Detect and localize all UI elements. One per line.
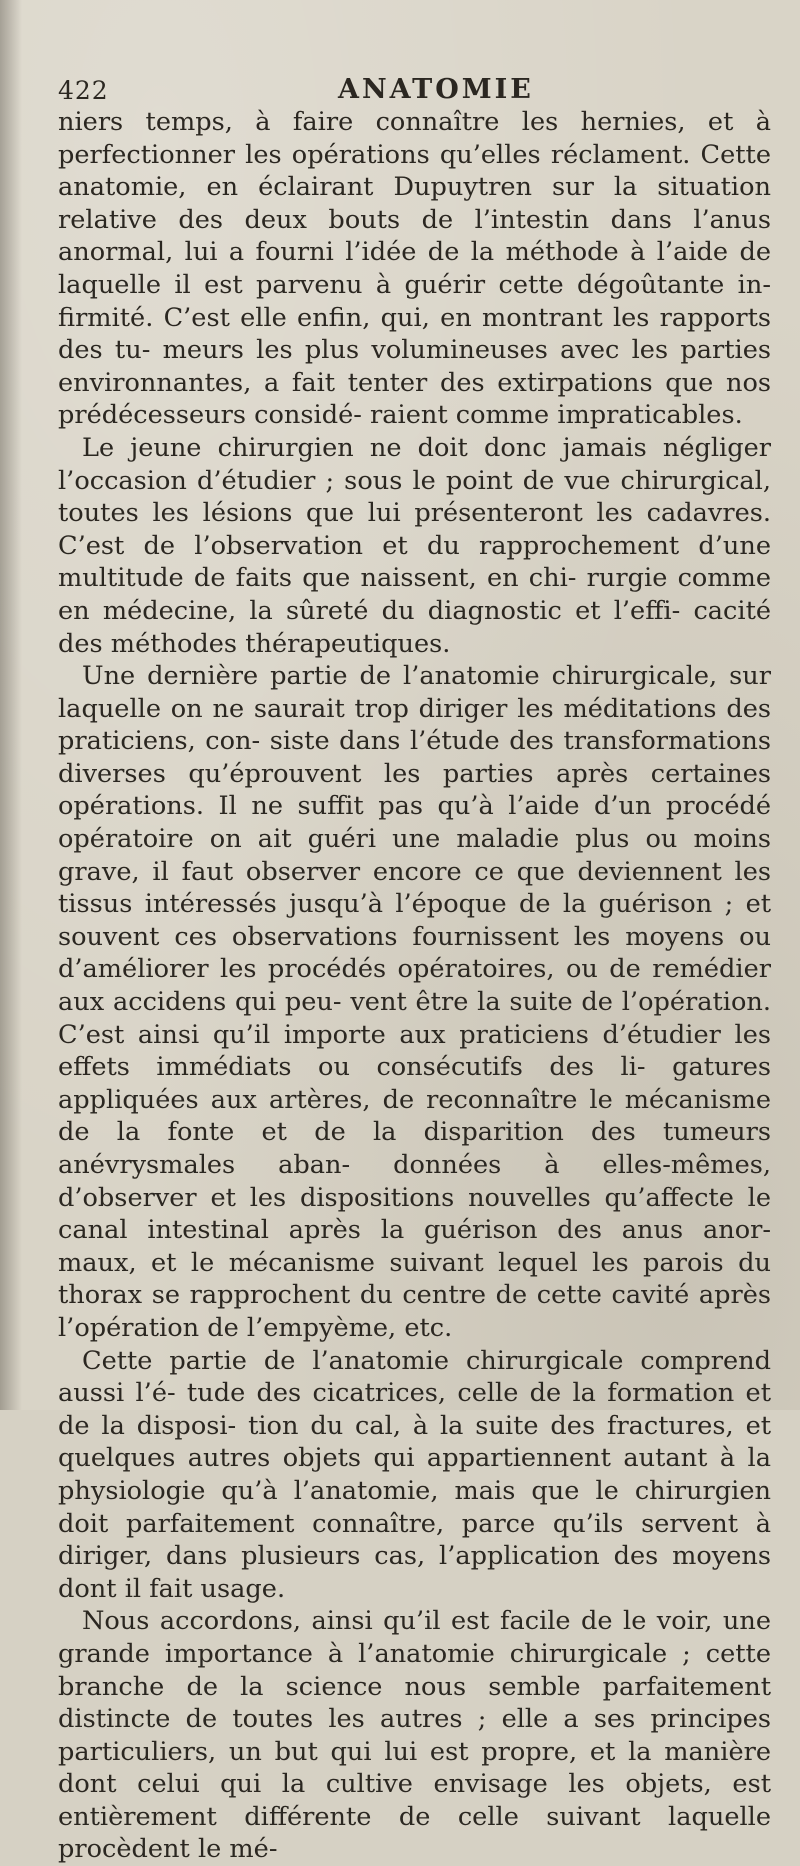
paragraph-2: Le jeune chirurgien ne doit donc jamais négliger l’occasion d’étudier ; sous le point de vue chirurgical, toutes les lésions que lui présenteront les cadavres. C’est de l’observation et du rapprochement d’une multitude de faits que naissent, en chi- rurgie comme en médecine, la sûreté du diagnostic et l’effi- cacité des méthodes thérapeutiques. (58, 432, 771, 659)
paragraph-5: Nous accordons, ainsi qu’il est facile de le voir, une grande importance à l’anatomie chirurgicale ; cette branche de la science nous semble parfaitement distincte de toutes les autres ; elle a ses principes particuliers, un but qui lui est propre, et la manière dont celui qui la cultive envisage les objets, est entièrement différente de celle suivant laquelle procèdent le mé- (58, 1606, 771, 1865)
paragraph-4: Cette partie de l’anatomie chirurgicale comprend aussi l’é- tude des cicatrices, celle de la formation et de la disposi- tion du cal, à la suite des fractures, et quelques autres objets qui appartiennent autant à la physiologie qu’à l’anatomie, mais que le chirurgien doit parfaitement connaître, parce qu’ils servent à diriger, dans plusieurs cas, l’application des moyens dont il fait usage. (58, 1345, 771, 1604)
running-head: ANATOMIE (338, 74, 534, 105)
paragraph-3: Une dernière partie de l’anatomie chirurgicale, sur laquelle on ne saurait trop diriger les méditations des praticiens, con- siste dans l’étude des transformations diverses qu’éprouvent les parties après certaines opérations. Il ne suffit pas qu’à l’aide d’un procédé opératoire on ait guéri une maladie plus ou moins grave, il faut observer encore ce que deviennent les tissus intéressés jusqu’à l’époque de la guérison ; et souvent ces observations fournissent les moyens ou d’améliorer les procédés opératoires, ou de remédier aux accidens qui peu- vent être la suite de l’opération. C’est ainsi qu’il importe aux praticiens d’étudier les effets immédiats ou consécutifs des li- gatures appliquées aux artères, de reconnaître le mécanisme de la fonte et de la disparition des tumeurs anévrysmales aban- données à elles-mêmes, d’observer et les dispositions nouvelles qu’affecte le canal intestinal après la guérison des anus anor- maux, et le mécanisme suivant lequel les parois du thorax se rapprochent du centre de cette cavité après l’opération de l’empyème, etc. (58, 661, 771, 1343)
page-number: 422 (58, 76, 109, 105)
paragraph-1: niers temps, à faire connaître les hernies, et à perfectionner les opérations qu’elles réclament. Cette anatomie, en éclairant Dupuytren sur la situation relative des deux bouts de l’intestin dans l’anus anormal, lui a fourni l’idée de la méthode à l’aide de laquelle il est parvenu à guérir cette dégoûtante in- firmité. C’est elle enfin, qui, en montrant les rapports des tu- meurs les plus volumineuses avec les parties environnantes, a fait tenter des extirpations que nos prédécesseurs considé- raient comme impraticables. (58, 107, 771, 431)
body-text (58, 106, 771, 1866)
page-header (58, 74, 760, 110)
